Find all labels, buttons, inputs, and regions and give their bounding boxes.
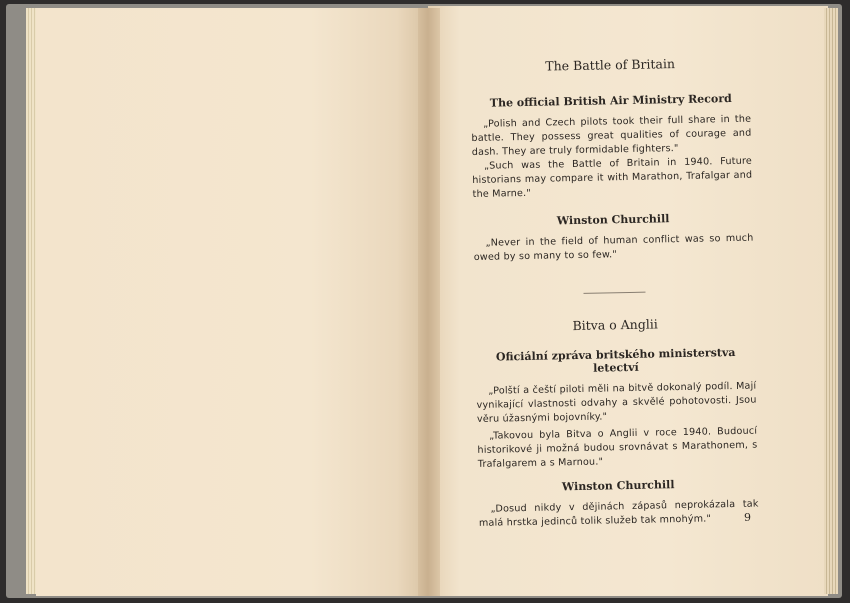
czech-record-heading: Oficiální zpráva britského ministerstva letectví [495, 345, 736, 375]
czech-churchill-heading: Winston Churchill [561, 478, 675, 494]
english-record-heading: The official British Air Ministry Record [489, 91, 732, 110]
czech-title: Bitva o Anglii [572, 316, 658, 334]
page-number: 9 [744, 511, 751, 524]
book-gutter [418, 8, 440, 596]
english-churchill-quote: „Never in the field of human conflict was so much owed by so many to so few." [473, 232, 754, 263]
left-page-blank [36, 8, 428, 596]
czech-churchill-quote: „Dosud nikdy v dějinách zápasů neprokázala tak malá hrstka jedinců tolik služeb tak mnohým." [478, 498, 759, 529]
czech-record-paragraph-2: „Takovou byla Bitva o Anglii v roce 1940. Budoucí historikové ji možná budou srovnávat s Marathonem, s Trafalgarem a s Marnou." [477, 425, 758, 470]
right-page-edges [824, 8, 838, 594]
english-record-paragraph-2: „Such was the Battle of Britain in 1940. Future historians may compare it with Marathon, Trafalgar and the Marne." [472, 155, 753, 200]
page-content [470, 55, 759, 531]
english-churchill-heading: Winston Churchill [556, 212, 670, 228]
czech-record-paragraph-1: „Polští a čeští piloti měli na bitvě dokonalý podíl. Mají vynikající vlastnosti odvahy a skvělé pohotovosti. Jsou věru úžasnými bojovníky." [476, 380, 757, 425]
english-record-paragraph-1: „Polish and Czech pilots took their full share in the battle. They possess great qualities of courage and dash. They are truly formidable fighters." [471, 113, 752, 158]
english-title: The Battle of Britain [545, 56, 676, 74]
